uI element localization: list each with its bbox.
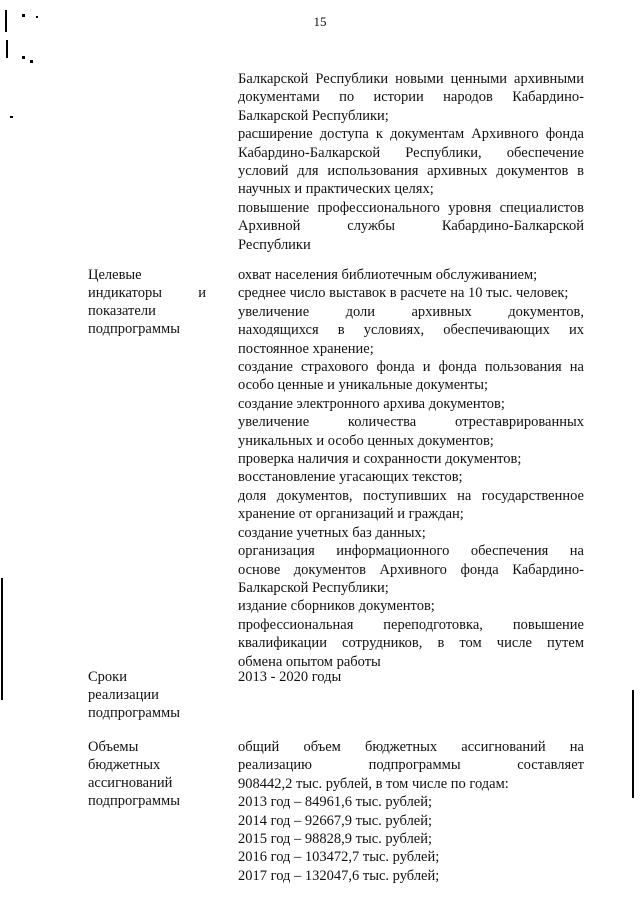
text-line: издание сборников документов; <box>238 598 435 615</box>
text-line: расширение доступа к документам Архивного фонда <box>238 126 584 143</box>
text-line: создание страхового фонда и фонда пользования на <box>238 359 584 376</box>
scan-artifact <box>5 10 7 32</box>
text-line: 2016 год – 103472,7 тыс. рублей; <box>238 849 440 866</box>
goals-continuation <box>238 70 584 254</box>
text-line: создание электронного архива документов; <box>238 395 505 412</box>
text-line: хранение от организаций и граждан; <box>238 506 464 523</box>
text-line: научных и практических целях; <box>238 181 434 198</box>
text-line: Балкарской Республики; <box>238 107 389 124</box>
text-line: профессиональная переподготовка, повышение <box>238 616 584 633</box>
text-line: организация информационного обеспечения на <box>238 543 584 560</box>
text-line: находящихся в условиях, обеспечивающих их <box>238 322 584 339</box>
text-line: документами по истории народов Кабардино- <box>238 89 584 106</box>
timing-value <box>238 668 584 686</box>
text-line: проверка наличия и сохранности документов; <box>238 451 522 468</box>
text-line: восстановление угасающих текстов; <box>238 469 463 486</box>
text-line: доля документов, поступивших на государственное <box>238 487 584 504</box>
text-line: Архивной службы Кабардино-Балкарской <box>238 218 584 235</box>
text-line: 908442,2 тыс. рублей, в том числе по годам: <box>238 775 509 792</box>
text-line: увеличение доли архивных документов, <box>238 303 584 320</box>
text-line: создание учетных баз данных; <box>238 524 426 541</box>
timing-label <box>88 668 206 722</box>
label-line: подпрограммы <box>88 705 180 721</box>
label-line: индикаторы и <box>88 285 206 301</box>
label-line: Целевые <box>88 267 142 283</box>
indicators-value <box>238 266 584 671</box>
label-line: ассигнований <box>88 775 173 791</box>
text-line: постоянное хранение; <box>238 340 374 357</box>
scan-artifact <box>1 578 3 700</box>
indicators-label <box>88 266 206 338</box>
page-number: 15 <box>313 14 327 29</box>
scan-artifact <box>30 60 33 63</box>
text-line: увеличение количества отреставрированных <box>238 414 584 431</box>
scan-artifact <box>22 14 25 17</box>
label-line: бюджетных <box>88 757 161 773</box>
text-line: условий для использования архивных документов в <box>238 163 584 180</box>
label-line: подпрограммы <box>88 321 180 337</box>
text-line: среднее число выставок в расчете на 10 тыс. человек; <box>238 285 569 302</box>
text-line: 2013 год – 84961,6 тыс. рублей; <box>238 794 433 811</box>
label-line: реализации <box>88 687 159 703</box>
text-line: повышение профессионального уровня специалистов <box>238 199 584 216</box>
label-line: показатели <box>88 303 156 319</box>
scan-artifact <box>6 40 8 58</box>
budget-value <box>238 738 584 885</box>
text-line: 2014 год – 92667,9 тыс. рублей; <box>238 812 433 829</box>
text-line: Балкарской Республики новыми ценными архивными <box>238 71 584 87</box>
text-line: особо ценные и уникальные документы; <box>238 377 489 394</box>
text-line: уникальных и особо ценных документов; <box>238 432 494 449</box>
text-line: реализацию подпрограммы составляет <box>238 757 584 774</box>
text-line: 2015 год – 98828,9 тыс. рублей; <box>238 831 433 848</box>
text-line: 2013 - 2020 годы <box>238 669 342 685</box>
text-line: 2017 год – 132047,6 тыс. рублей; <box>238 867 440 884</box>
text-line: квалификации сотрудников, в том числе путем <box>238 635 584 652</box>
text-line: Балкарской Республики; <box>238 579 389 596</box>
scan-artifact <box>10 116 13 118</box>
text-line: Кабардино-Балкарской Республики, обеспечение <box>238 144 584 161</box>
budget-label <box>88 738 206 810</box>
text-line: общий объем бюджетных ассигнований на <box>238 739 584 755</box>
label-line: Сроки <box>88 669 127 685</box>
text-line: Республики <box>238 236 311 253</box>
text-line: основе документов Архивного фонда Кабардино- <box>238 561 584 578</box>
text-line: охват населения библиотечным обслуживанием; <box>238 267 538 283</box>
label-line: подпрограммы <box>88 793 180 809</box>
label-line: Объемы <box>88 739 139 755</box>
text-line: обмена опытом работы <box>238 653 381 670</box>
scan-artifact <box>632 690 634 798</box>
scan-artifact <box>22 56 25 59</box>
scan-artifact <box>36 16 38 18</box>
